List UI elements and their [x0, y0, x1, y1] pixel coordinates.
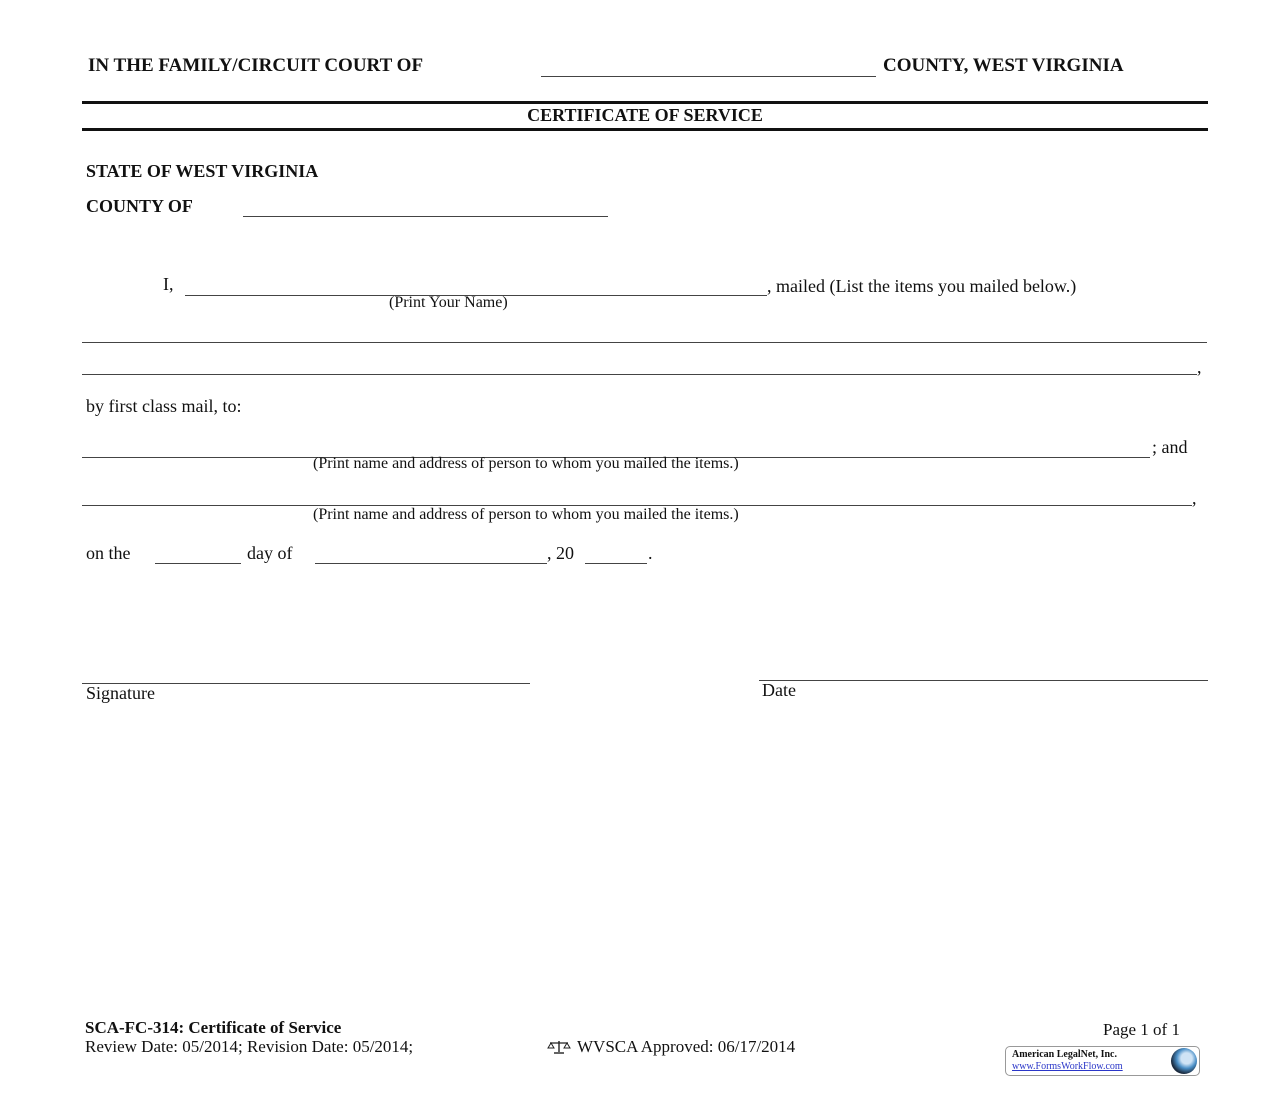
date-label: Date	[762, 680, 796, 700]
on-the-text: on the	[86, 543, 131, 563]
globe-icon	[1171, 1048, 1197, 1074]
court-prefix: IN THE FAMILY/CIRCUIT COURT OF	[88, 55, 424, 76]
logo-company-name: American LegalNet, Inc.	[1012, 1049, 1117, 1060]
print-name-caption: (Print Your Name)	[389, 294, 508, 311]
recipient-2-suffix: ,	[1192, 488, 1197, 508]
county-field[interactable]	[243, 216, 608, 217]
items-mailed-field-2[interactable]	[82, 374, 1197, 375]
form-id: SCA-FC-314: Certificate of Service	[85, 1018, 342, 1037]
recipient-2-caption: (Print name and address of person to whom you mailed the items.)	[313, 506, 739, 523]
court-suffix: COUNTY, WEST VIRGINIA	[883, 55, 1124, 76]
page-number: Page 1 of 1	[1103, 1020, 1180, 1039]
american-legalnet-logo	[1005, 1046, 1200, 1076]
day-of-text: day of	[247, 543, 293, 563]
recipient-1-caption: (Print name and address of person to whom you mailed the items.)	[313, 455, 739, 472]
recipient-1-suffix: ; and	[1152, 437, 1188, 457]
i-label: I,	[163, 274, 174, 294]
page-title: CERTIFICATE OF SERVICE	[527, 105, 763, 125]
day-field[interactable]	[155, 563, 241, 564]
mailed-text: , mailed (List the items you mailed below.)	[767, 276, 1077, 296]
title-rule-bottom	[82, 128, 1208, 131]
approved-text: WVSCA Approved: 06/17/2014	[577, 1037, 796, 1056]
year-field[interactable]	[585, 563, 647, 564]
date-field[interactable]	[759, 680, 1208, 681]
logo-url-link[interactable]: www.FormsWorkFlow.com	[1012, 1061, 1123, 1072]
review-text: Review Date: 05/2014; Revision Date: 05/2014;	[85, 1037, 414, 1056]
state-label: STATE OF WEST VIRGINIA	[86, 161, 319, 181]
month-field[interactable]	[315, 563, 547, 564]
title-rule-top	[82, 101, 1208, 104]
signature-label: Signature	[86, 683, 155, 703]
by-mail-text: by first class mail, to:	[86, 396, 242, 416]
court-county-field[interactable]	[541, 76, 876, 77]
items-mailed-field-1[interactable]	[82, 342, 1207, 343]
items-line-comma: ,	[1197, 357, 1202, 377]
scales-of-justice-icon	[547, 1039, 571, 1055]
year-prefix: , 20	[547, 543, 574, 563]
date-period: .	[648, 543, 653, 563]
county-label: COUNTY OF	[86, 196, 193, 216]
